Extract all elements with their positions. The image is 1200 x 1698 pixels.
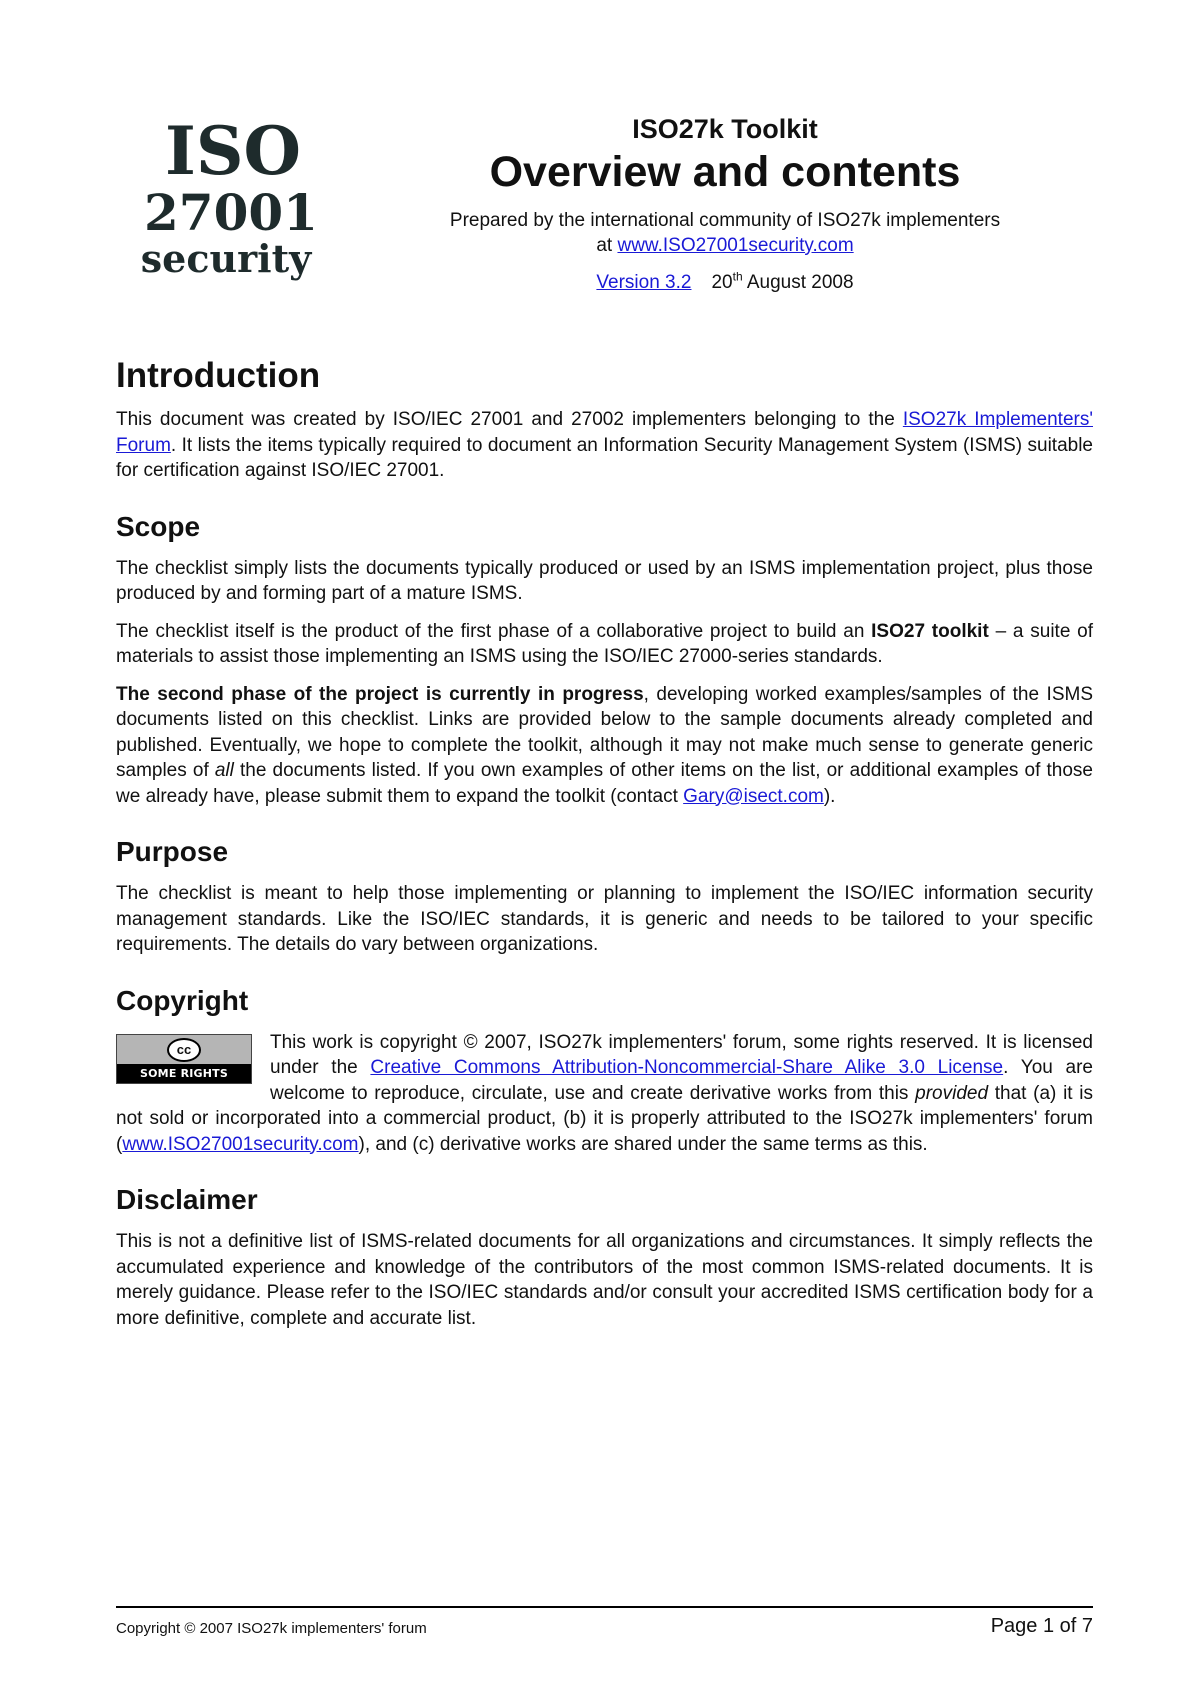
forum-link[interactable]: ISO27k Implementers' Forum xyxy=(116,409,1093,456)
disclaimer-section xyxy=(116,1183,1093,1331)
toolkit-title: ISO27k Toolkit xyxy=(632,114,818,144)
logo-graphic xyxy=(128,112,338,292)
footer-divider xyxy=(116,1606,1093,1608)
page-title: Overview and contents xyxy=(489,148,961,196)
date-suffix: th xyxy=(732,269,743,284)
logo-line-1: ISO xyxy=(164,112,302,190)
purpose-heading: Purpose xyxy=(116,836,229,867)
license-link[interactable]: Creative Commons Attribution-Noncommercial-Share Alike 3.0 License xyxy=(370,1057,1004,1078)
date-day: 20 xyxy=(711,272,733,293)
date-rest: August 2008 xyxy=(742,272,854,293)
scope-heading: Scope xyxy=(116,510,201,542)
document-body xyxy=(116,355,1093,1357)
version-line xyxy=(380,270,1070,295)
logo-line-3: security xyxy=(140,236,312,281)
scope-paragraph-3: The second phase of the project is currently in progress, developing worked examples/samples of the ISMS documents listed on this checklist. Links are provided below to the sample documents already completed and published. Eventually, we hope to complete the toolkit, although it may not make much sense to generate generic samples of all the documents listed. If you own examples of other items on the list, or additional examples of those we already have, please submit them to expand the toolkit (contact Gary@isect.com). xyxy=(116,683,1094,807)
purpose-paragraph: The checklist is meant to help those implementing or planning to implement the ISO/IEC information security management standards. Like the ISO/IEC standards, it is generic and needs to be tailored to your specific requirements. The details do vary between organizations. xyxy=(116,883,1093,955)
cc-badge-label: SOME RIGHTS RESERVED xyxy=(117,1064,251,1083)
copyright-section xyxy=(116,984,1093,1158)
scope-paragraph-1: The checklist simply lists the documents typically produced or used by an ISMS implementation project, plus those produced by and forming part of a mature ISMS. xyxy=(116,557,1093,604)
contact-email-link[interactable]: Gary@isect.com xyxy=(683,785,824,807)
logo-line-2: 27001 xyxy=(144,183,318,242)
iso27001-security-logo xyxy=(128,112,338,292)
copyright-paragraph: cc SOME RIGHTS RESERVED This work is copyright © 2007, ISO27k implementers' forum, some rights reserved. It is licensed under the Creative Commons Attribution-Noncommercial-Share Alike 3.0 License. You are welcome to reproduce, circulate, use and create derivative works from this provided that (a) it is not sold or incorporated into a commercial product, (b) it is properly attributed to the ISO27k implementers' forum (www.ISO27001security.com), and (c) derivative works are shared under the same terms as this. xyxy=(116,1031,1094,1155)
scope-paragraph-2: The checklist itself is the product of the first phase of a collaborative project to build an ISO27 toolkit – a suite of materials to assist those implementing an ISMS using the ISO/IEC 27000-series standards. xyxy=(116,620,1093,667)
creative-commons-badge[interactable] xyxy=(116,1034,252,1099)
site-line xyxy=(380,233,1070,258)
page-number: Page 1 of 7 xyxy=(990,1615,1093,1637)
prepared-by-line: Prepared by the international community of ISO27k implementers xyxy=(449,210,1001,231)
site-link-copyright[interactable]: www.ISO27001security.com xyxy=(122,1133,359,1155)
introduction-heading: Introduction xyxy=(116,356,321,395)
disclaimer-paragraph: This is not a definitive list of ISMS-related documents for all organizations and circumstances. It simply reflects the accumulated experience and knowledge of the contributors of the most common ISMS-related documents. It is merely guidance. Please refer to the ISO/IEC standards and/or consult your accredited ISMS certification body for a more definitive, complete and accurate list. xyxy=(116,1231,1093,1329)
purpose-section xyxy=(116,835,1093,958)
scope-section xyxy=(116,510,1093,810)
copyright-heading: Copyright xyxy=(116,984,249,1016)
footer-copyright: Copyright © 2007 ISO27k implementers' forum xyxy=(116,1620,427,1637)
introduction-section xyxy=(116,355,1093,484)
cc-icon: cc xyxy=(167,1038,201,1062)
site-link[interactable]: www.ISO27001security.com xyxy=(617,235,854,256)
disclaimer-heading: Disclaimer xyxy=(116,1184,258,1215)
version-link[interactable]: Version 3.2 xyxy=(596,272,692,293)
introduction-paragraph: This document was created by ISO/IEC 27001 and 27002 implementers belonging to the ISO27k Implementers' Forum. It lists the items typically required to document an Information Security Management System (ISMS) suitable for certification against ISO/IEC 27001. xyxy=(116,409,1093,481)
at-prefix: at xyxy=(596,235,618,256)
title-block xyxy=(380,112,1070,295)
